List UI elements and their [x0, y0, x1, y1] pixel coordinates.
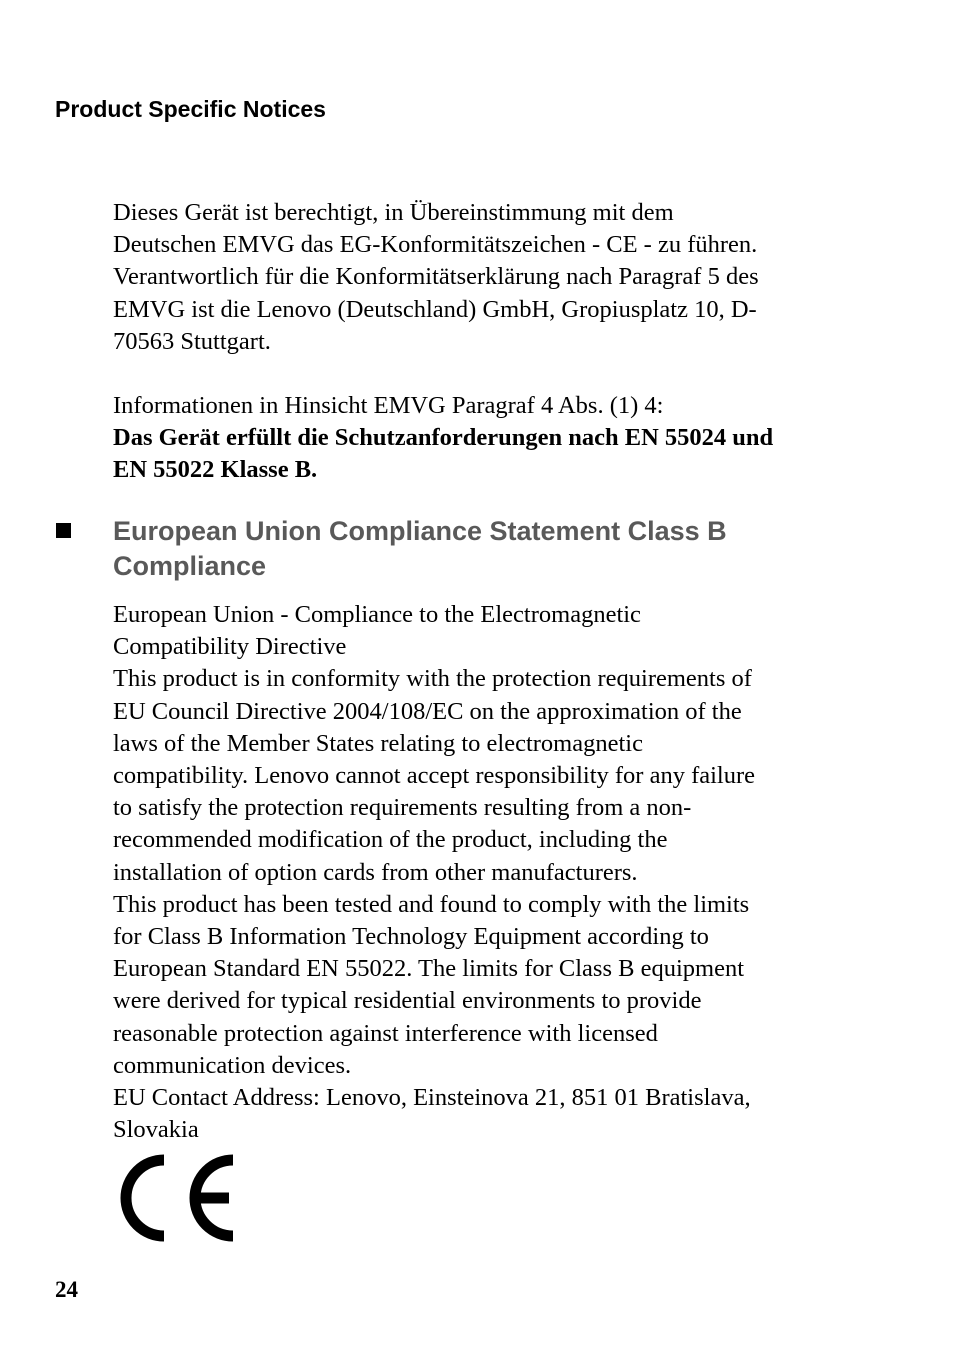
german-bold-statement: Das Gerät erfüllt die Schutzanforderungen nach EN 55024 und EN 55022 Klasse B.	[113, 424, 774, 484]
page-number: 24	[55, 1277, 78, 1302]
eu-compliance-heading: European Union Compliance Statement Class B Compliance	[113, 516, 727, 581]
german-conformity-paragraph: Dieses Gerät ist berechtigt, in Übereinstimmung mit dem Deutschen EMVG das EG-Konformitätszeichen - CE - zu führen. Verantwortlich für die Konformitätserklärung nach Paragraf 5 des EMVG ist die Lenovo (Deutschland) GmbH, Gropiusplatz 10, D- 70563 Stuttgart.	[113, 199, 759, 355]
german-info-line: Informationen in Hinsicht EMVG Paragraf 4 Abs. (1) 4:	[113, 392, 664, 419]
eu-compliance-body: European Union - Compliance to the Electromagnetic Compatibility Directive This product is in conformity with the protection requirements of EU Council Directive 2004/108/EC on the approximation of the laws of the Member States relating to electromagnetic compatibility. Lenovo cannot accept responsibility for any failure to satisfy the protection requirements resulting from a non- recommended modification of the product, including the installation of option cards from other manufacturers. This product has been tested and found to comply with the limits for Class B Information Technology Equipment according to European Standard EN 55022. The limits for Class B equipment were derived for typical residential environments to provide reasonable protection against interference with licensed communication devices. EU Contact Address: Lenovo, Einsteinova 21, 851 01 Bratislava, Slovakia	[113, 601, 756, 1144]
page-header-title: Product Specific Notices	[55, 96, 326, 122]
square-bullet-icon	[56, 523, 71, 538]
ce-mark-icon	[113, 1154, 239, 1247]
